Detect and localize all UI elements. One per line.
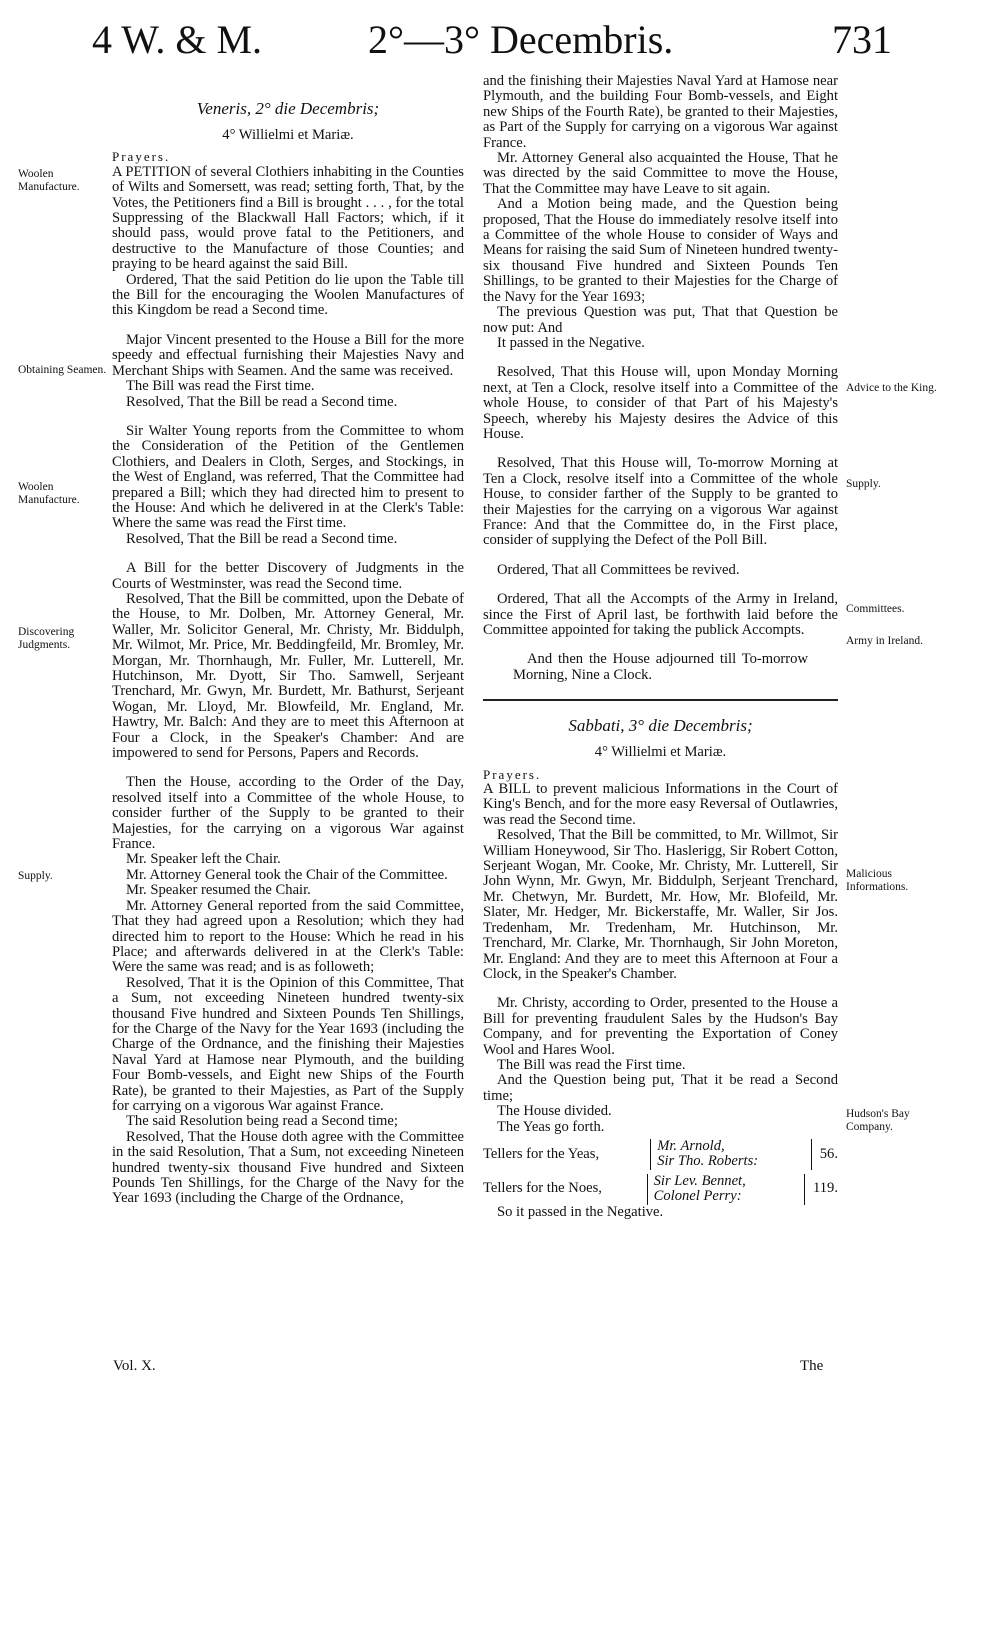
volume-signature: Vol. X. [113,1358,156,1374]
seamen-first-reading: The Bill was read the First time. [126,378,315,395]
army-accompts: Ordered, That all the Accompts of the Army in Ireland, since the First of April last, be forthwith laid before the Committee appointed for taking the publick Accompts. [483,591,838,638]
supply-resolution: Resolved, That it is the Opinion of this Committee, That a Sum, not exceeding Nineteen hundred twenty-six thousand Five hundred and Sixteen Pounds Ten Shillings, for the Charge of the Navy for the Year 1693 (including the Charge of the Ordnance, and the finishing their Majesties Naval Yard at Hamose near Plymouth, and the building Four Bomb-vessels, and Eight new Ships of the Fourth Rate), be granted to their Majesties, as Part of the Supply for carrying on a vigorous War against France. [112,974,464,1114]
question-put: And the Question being put, That it be read a Second time; [483,1072,838,1104]
woolen-resolved: Resolved, That the Bill be read a Second time. [126,530,398,547]
margin-note-army: Army in Ireland. [846,635,923,647]
regnal-year: 4° Willielmi et Mariæ. [222,127,354,143]
supply-resolved: Resolved, That this House will, To-morrow Morning at Ten a Clock, resolve itself into a Committee of the whole House, to consider farther of the Supply to be granted to their Majesties for the carrying on a vigorous War against France: And that the Committee do, in the First place, consider of supplying the Defect of the Poll Bill. [483,455,838,549]
seamen-bill: Major Vincent presented to the House a Bill for the more speedy and effectual furnishing their Majesties Navy and Merchant Ships with Seamen. And the same was received. [112,331,464,379]
prayers-heading-2: Prayers. [483,766,542,782]
margin-note-woolen-2: Woolen Manufacture. [18,481,80,506]
noes-count: 119. [813,1180,838,1197]
tellers-yeas [483,1139,838,1170]
attorney-chair: Mr. Attorney General took the Chair of the Committee. [126,866,448,883]
yeas-count: 56. [819,1145,838,1162]
speaker-resumed: Mr. Speaker resumed the Chair. [126,882,311,899]
continued-resolution: and the finishing their Majesties Naval Yard at Hamose near Plymouth, and the building Four Bomb-vessels, and Eight new Ships of the Fourth Rate), be granted to their Majesties, as Part of the Supply for carrying on a vigorous War against France. [483,73,838,151]
prayers-heading: Prayers. [112,149,171,165]
passed-negative-2: So it passed in the Negative. [497,1203,664,1220]
tellers-noes-label: Tellers for the Noes, [483,1180,602,1197]
day-heading-saturday: Sabbati, 3° die Decembris; [568,716,753,736]
adjournment: And then the House adjourned till To-morrow Morning, Nine a Clock. [513,651,808,683]
page-number: 731 [832,17,892,62]
running-head-left: 4 W. & M. [92,17,263,62]
tellers-noes [483,1174,838,1205]
judgments-bill: A Bill for the better Discovery of Judgments in the Courts of Westminster, was read the Second time. [112,560,464,592]
order-petition: Ordered, That the said Petition do lie upon the Table till the Bill for the encouraging the Woolen Manufactures of this Kingdom be read a Second time. [112,271,464,319]
margin-note-committees: Committees. [846,603,905,615]
margin-note-woolen: Woolen Manufacture. [18,168,80,193]
attorney-acquainted: Mr. Attorney General also acquainted the House, That he was directed by the said Committee to move the House, That the Committee may have Leave to sit again. [483,150,838,197]
resolution-second-reading: The said Resolution being read a Second time; [126,1113,398,1130]
malicious-bill: A BILL to prevent malicious Informations in the Court of King's Bench, and for the more easy Reversal of Outlawries, was read the Second time. [483,781,838,828]
supply-committee: Then the House, according to the Order of the Day, resolved itself into a Committee of the whole House, to consider further of the Supply to be granted to their Majesties, for the carrying on a vigorous War against France. [112,774,464,853]
committees-revived: Ordered, That all Committees be revived. [497,561,740,578]
margin-note-malicious: Malicious Informations. [846,868,909,893]
house-agrees: Resolved, That the House doth agree with the Committee in the said Resolution, That a Sum, not exceeding Nineteen hundred twenty-six thousand Five hundred and Sixteen Pounds Ten Shillings, for the Charge of the Navy for the Year 1693 (including the Charge of the Ordnance, [112,1128,464,1207]
margin-note-judgments: Discovering Judgments. [18,626,75,651]
right-column [483,74,838,1220]
motion-ways-means: And a Motion being made, and the Question being proposed, That the House do immediately resolve itself into a Committee of the whole House to consider of Ways and Means for raising the said Sum of Nineteen hundred twenty-six thousand Five hundred and Sixteen Pounds Ten Shillings, to be granted to their Majesties for the Charge of the Navy for the Year 1693; [483,196,838,305]
house-divided: The House divided. [497,1103,612,1120]
regnal-year-2: 4° Willielmi et Mariæ. [594,744,727,761]
petition-clothiers: A PETITION of several Clothiers inhabiting in the Counties of Wilts and Somersett, was read; setting forth, That, by the Votes, the Petitioners find a Bill is brought . . . , for the total Suppressing of the Blackwall Hall Factors; which, if it should pass, would prove fatal to the Petitioners, and destructive to the Manufacture of those Counties; and praying to be heard against the said Bill. [112,163,464,273]
day-heading-friday: Veneris, 2° die Decembris; [196,99,380,118]
hudson-first-reading: The Bill was read the First time. [497,1056,686,1073]
margin-note-seamen: Obtaining Seamen. [18,364,107,376]
margin-note-supply-right: Supply. [846,478,881,490]
passed-negative: It passed in the Negative. [497,334,645,351]
yeas-forth: The Yeas go forth. [497,1118,605,1135]
margin-note-hudson: Hudson's Bay Company. [846,1108,910,1133]
malicious-committed: Resolved, That the Bill be committed, to Mr. Willmot, Sir William Honeywood, Sir Tho. Haslerigg, Sir Robert Cotton, Serjeant Wogan, Mr. Cooke, Mr. Christy, Mr. Lutterell, Sir John Wynn, Mr. Gwyn, Mr. Biddulph, Serjeant Trenchard, Mr. Chetwyn, Mr. Burdett, Mr. How, Mr. Blofeild, Mr. Slater, Mr. Hedger, Mr. Bickerstaffe, Mr. Waller, Sir Jos. Tredenham, Mr. Tredenham, Mr. Hutchinson, Mr. Trenchard, Mr. Clarke, Mr. Thornhaugh, Sir John Moreton, Mr. England: And they are to meet this Afternoon at Four a Clock, in the Speaker's Chamber. [483,827,838,982]
running-head-dates: 2°—3° Decembris. [368,17,674,62]
hudson-bill: Mr. Christy, according to Order, presented to the House a Bill for preventing fraudulent Sales by the Hudson's Bay Company, and for preventing the Exportation of Coney Wool and Hares Wool. [483,995,838,1058]
left-column [112,90,464,1207]
section-divider [483,699,838,701]
judgments-committed: Resolved, That the Bill be committed, upon the Debate of the House, to Mr. Dolben, Mr. Attorney General, Mr. Waller, Mr. Solicitor General, Mr. Christy, Mr. Biddulph, Mr. Wilmot, Mr. Price, Mr. Beddingfeild, Mr. Bromley, Mr. Morgan, Mr. Thornhaugh, Mr. Fuller, Mr. Lutterell, Mr. Hutchinson, Mr. Dyott, Sir Tho. Samwell, Serjeant Trenchard, Mr. Gwyn, Mr. Burdett, Mr. Bathurst, Serjeant Wogan, Mr. Lloyd, Mr. Blowfeild, Mr. England, Mr. Hawtry, Mr. Balch: And they are to meet this Afternoon at Four a Clock, in the Speaker's Chamber: And are impowered to send for Persons, Papers and Records. [112,590,464,762]
catchword: The [800,1358,824,1374]
tellers-yeas-names: Mr. Arnold, Sir Tho. Roberts: [650,1139,812,1170]
advice-resolved: Resolved, That this House will, upon Monday Morning next, at Ten a Clock, resolve itself into a Committee of the whole House, to consider of that Part of his Majesty's Speech, whereby his Majesty desires the Advice of this House. [483,364,838,442]
tellers-noes-names: Sir Lev. Bennet, Colonel Perry: [647,1174,805,1205]
margin-note-supply: Supply. [18,870,53,882]
speaker-left: Mr. Speaker left the Chair. [126,851,281,868]
tellers-yeas-label: Tellers for the Yeas, [483,1145,600,1162]
attorney-report: Mr. Attorney General reported from the said Committee, That they had agreed upon a Resolution; which they had directed him to report to the House: Which he read in his Place; and afterwards delivered in at the Clerk's Table: Were the same was read; and is as followeth; [112,897,464,976]
previous-question: The previous Question was put, That that Question be now put: And [483,304,838,336]
margin-note-advice: Advice to the King. [846,382,937,394]
seamen-resolved: Resolved, That the Bill be read a Second time. [126,393,398,410]
woolen-report: Sir Walter Young reports from the Committee to whom the Consideration of the Petition of the Gentlemen Clothiers, and Dealers in Cloth, Serges, and Stockings, in the West of England, was referred, That the Committee had prepared a Bill; which they had directed him to present to the House: And which he delivered in at the Clerk's Table: Where the same was read the First time. [112,422,464,532]
